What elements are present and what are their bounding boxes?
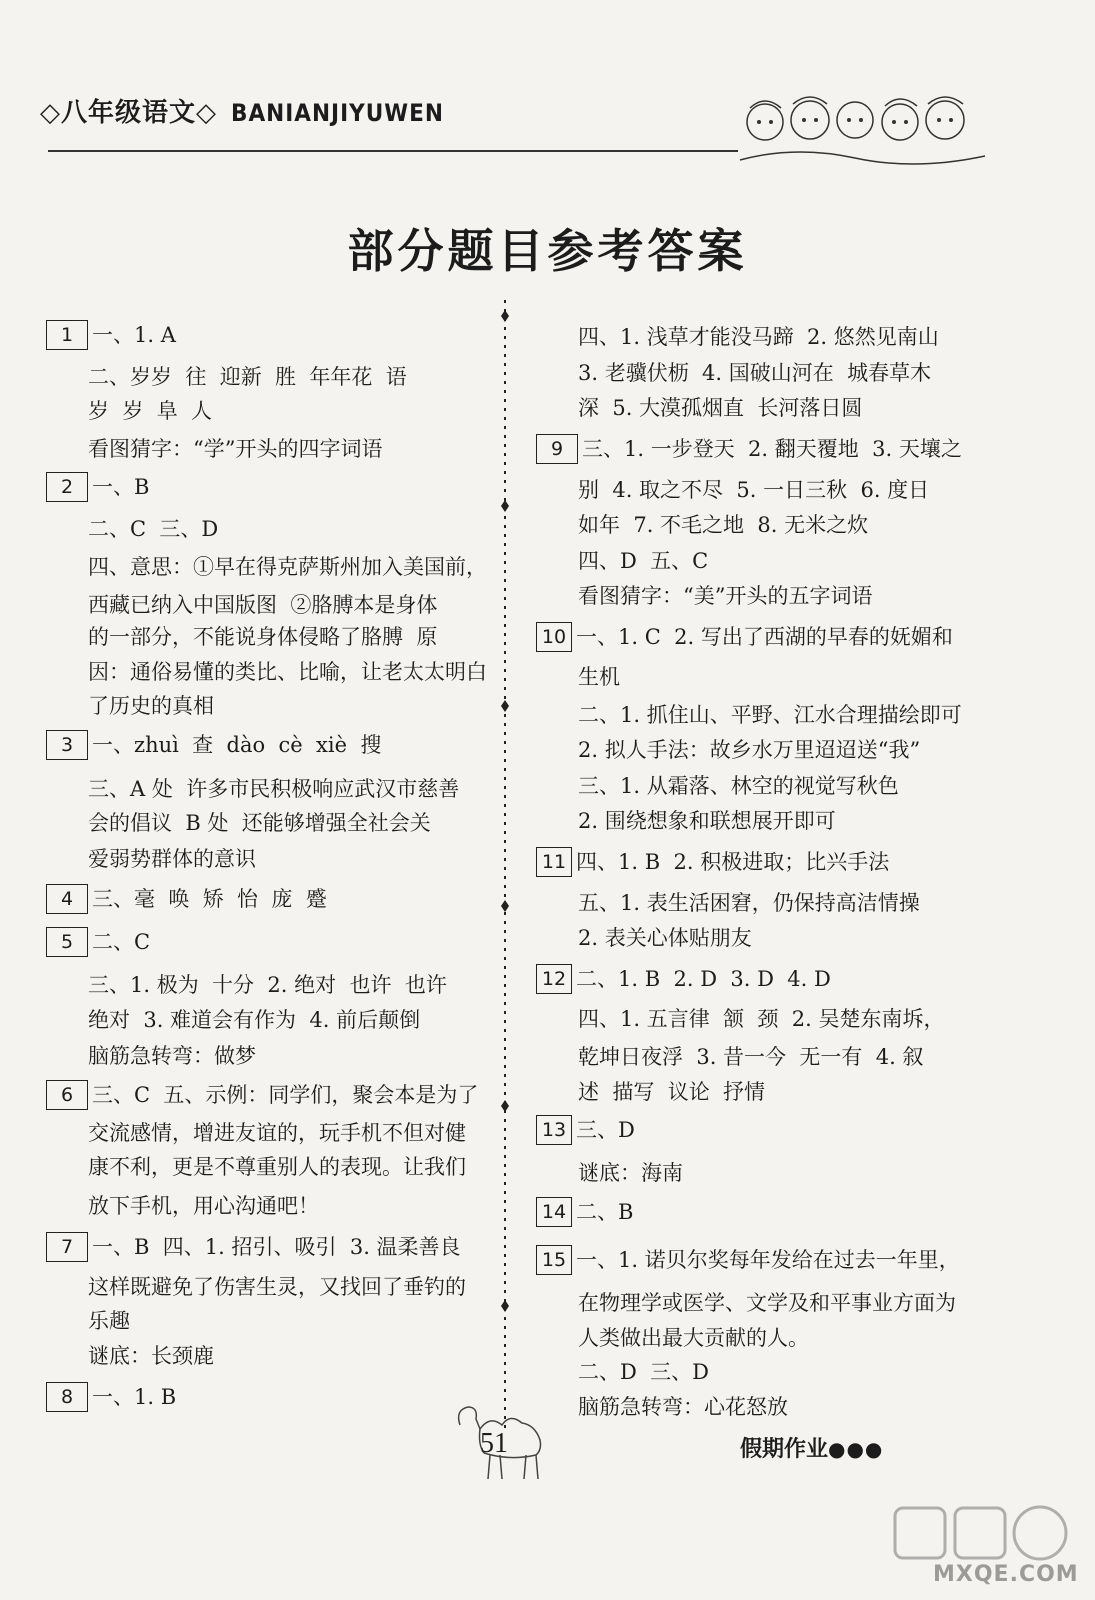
page-number: 51 (480, 1428, 508, 1459)
answer-line: 述 描写 议论 抒情 (578, 1080, 766, 1104)
answer-line: 的一部分，不能说身体侵略了胳膊 原 (88, 625, 438, 649)
answer-line: 二、D 三、D (578, 1360, 710, 1384)
watermark-url: MXQE.COM (933, 1562, 1079, 1587)
answer-line: 生机 (578, 665, 620, 689)
watermark-mark (885, 1500, 1075, 1570)
series-tag (740, 1432, 883, 1463)
answer-line: 一、1. A (92, 323, 176, 347)
answer-line: 二、1. 抓住山、平野、江水合理描绘即可 (578, 703, 962, 727)
question-number: 14 (536, 1197, 572, 1227)
question-number: 12 (536, 964, 572, 994)
question-number: 4 (46, 884, 88, 914)
answer-line: 人类做出最大贡献的人。 (578, 1326, 809, 1350)
answer-line: 二、C (92, 930, 151, 954)
answer-line: 因：通俗易懂的类比、比喻，让老太太明白 (88, 660, 487, 684)
answer-line: 谜底：长颈鹿 (88, 1344, 214, 1368)
answer-line: 一、zhuì 查 dào cè xiè 搜 (92, 733, 382, 757)
question-number: 15 (536, 1245, 572, 1275)
answer-line: 二、1. B 2. D 3. D 4. D (576, 967, 831, 991)
answer-line: 深 5. 大漠孤烟直 长河落日圆 (578, 396, 863, 420)
header-title: ◇八年级语文◇ (40, 98, 217, 128)
answer-line: 放下手机，用心沟通吧！ (88, 1194, 319, 1218)
answer-line: 交流感情，增进友谊的，玩手机不但对健 (88, 1121, 466, 1145)
answer-line: 一、1. B (92, 1385, 177, 1409)
question-number: 5 (46, 927, 88, 957)
answer-line: 在物理学或医学、文学及和平事业方面为 (578, 1291, 956, 1315)
answer-line: 看图猜字：“美”开头的五字词语 (578, 584, 873, 608)
answer-line: 别 4. 取之不尽 5. 一日三秋 6. 度日 (578, 478, 930, 502)
question-number: 8 (46, 1382, 88, 1412)
question-number: 3 (46, 730, 88, 760)
answer-line: 二、B (576, 1200, 634, 1224)
question-number: 6 (46, 1080, 88, 1110)
answer-line: 四、意思：①早在得克萨斯州加入美国前， (88, 555, 487, 579)
answer-line: 了历史的真相 (88, 694, 214, 718)
answer-line: 脑筋急转弯：做梦 (88, 1044, 256, 1068)
question-number: 9 (536, 434, 578, 464)
answer-line: 康不利，更是不尊重别人的表现。让我们 (88, 1155, 466, 1179)
answer-line: 二、C 三、D (88, 517, 219, 541)
answer-line: 谜底：海南 (578, 1161, 683, 1185)
answer-line: 爱弱势群体的意识 (88, 847, 256, 871)
answer-line: 会的倡议 B 处 还能够增强全社会关 (88, 811, 431, 835)
answer-line: 三、1. 一步登天 2. 翻天覆地 3. 天壤之 (582, 437, 962, 461)
answer-line: 三、毫 唤 矫 怡 庞 蹙 (92, 887, 327, 911)
answer-line: 三、A 处 许多市民积极响应武汉市慈善 (88, 777, 460, 801)
page-title: 部分题目参考答案 (347, 224, 748, 278)
answer-line: 三、1. 极为 十分 2. 绝对 也许 也许 (88, 973, 447, 997)
answer-line: 2. 拟人手法：故乡水万里迢迢送“我” (578, 738, 921, 762)
answer-line: 三、1. 从霜落、林空的视觉写秋色 (578, 774, 899, 798)
answer-line: 3. 老骥伏枥 4. 国破山河在 城春草木 (578, 361, 932, 385)
answer-line: 四、D 五、C (578, 549, 709, 573)
question-number: 2 (46, 472, 88, 502)
question-number: 7 (46, 1232, 88, 1262)
answer-line: 如年 7. 不毛之地 8. 无米之炊 (578, 513, 869, 537)
question-number: 11 (536, 847, 572, 877)
header (40, 92, 444, 129)
series-label: 假期作业 (740, 1436, 829, 1462)
watermark-logo (885, 1500, 1079, 1595)
dotted-column-divider (498, 300, 512, 1430)
answer-line: 三、D (576, 1118, 635, 1142)
answer-line: 乐趣 (88, 1309, 130, 1333)
answer-line: 一、B 四、1. 招引、吸引 3. 温柔善良 (92, 1235, 461, 1259)
answer-line: 乾坤日夜浮 3. 昔一今 无一有 4. 叙 (578, 1045, 924, 1069)
answer-line: 三、C 五、示例：同学们，聚会本是为了 (92, 1083, 479, 1107)
answer-line: 2. 围绕想象和联想展开即可 (578, 809, 836, 833)
header-subtitle: BANIANJIYUWEN (231, 99, 444, 127)
question-number: 1 (46, 320, 88, 350)
question-number: 10 (536, 622, 572, 652)
answer-line: 西藏已纳入中国版图 ②胳膊本是身体 (88, 593, 438, 617)
answer-line: 二、岁岁 往 迎新 胜 年年花 语 (88, 365, 407, 389)
answer-line: 脑筋急转弯：心花怒放 (578, 1395, 788, 1419)
cartoon-kids-illustration (735, 90, 990, 170)
answer-line: 看图猜字：“学”开头的四字词语 (88, 437, 383, 461)
answer-line: 五、1. 表生活困窘，仍保持高洁情操 (578, 891, 920, 915)
answer-line: 一、B (92, 475, 150, 499)
answer-line: 一、1. C 2. 写出了西湖的早春的妩媚和 (576, 625, 953, 649)
answer-line: 2. 表关心体贴朋友 (578, 926, 752, 950)
answer-line: 岁 岁 阜 人 (88, 399, 213, 423)
answer-line: 四、1. 浅草才能没马蹄 2. 悠然见南山 (578, 325, 939, 349)
header-rule (48, 150, 738, 152)
answer-line: 四、1. 五言律 颔 颈 2. 吴楚东南坼， (578, 1007, 945, 1031)
question-number: 13 (536, 1115, 572, 1145)
answer-line: 一、1. 诺贝尔奖每年发给在过去一年里， (576, 1248, 960, 1272)
answer-line: 这样既避免了伤害生灵，又找回了垂钓的 (88, 1275, 466, 1299)
answer-line: 四、1. B 2. 积极进取；比兴手法 (576, 850, 890, 874)
answer-line: 绝对 3. 难道会有作为 4. 前后颠倒 (88, 1008, 421, 1032)
series-dots: ●●● (828, 1437, 884, 1461)
